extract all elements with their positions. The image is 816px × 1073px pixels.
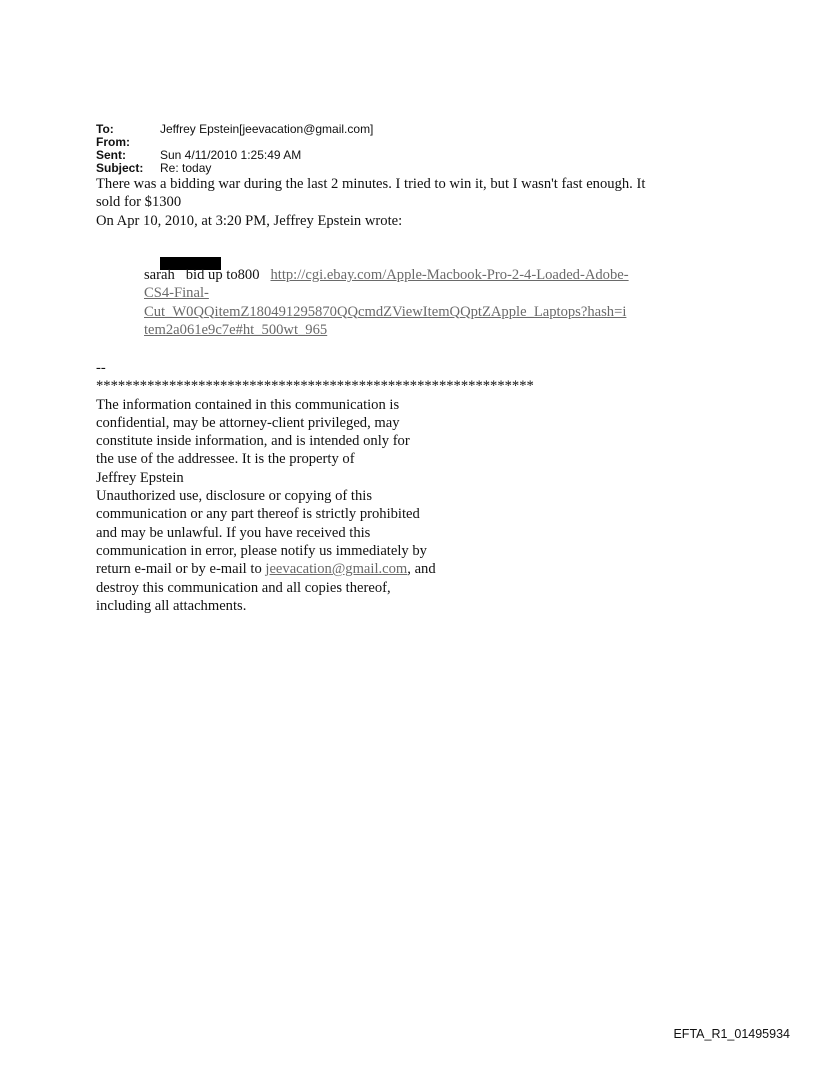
to-label: To: bbox=[96, 122, 114, 136]
sent-label: Sent: bbox=[96, 148, 126, 162]
disclaimer-line bbox=[96, 560, 696, 578]
disclaimer-line: confidential, may be attorney-client privileged, may bbox=[96, 414, 400, 431]
signature-stars: ************************************************************ bbox=[96, 378, 534, 395]
email-header bbox=[96, 123, 373, 175]
disclaimer-line: Unauthorized use, disclosure or copying of this bbox=[96, 488, 373, 505]
quote-intro: On Apr 10, 2010, at 3:20 PM, Jeffrey Epstein wrote: bbox=[96, 212, 403, 229]
from-label: From: bbox=[96, 135, 130, 149]
document-id: EFTA_R1_01495934 bbox=[673, 1027, 790, 1041]
ebay-link-cont[interactable]: tem2a061e9c7e#ht_500wt_965 bbox=[144, 321, 328, 338]
body-line: There was a bidding war during the last 2 minutes. I tried to win it, but I wasn't fast enough. It bbox=[96, 176, 646, 192]
quoted-text: sarah bid up to800 bbox=[144, 267, 260, 283]
disclaimer-line: Jeffrey Epstein bbox=[96, 469, 184, 486]
disclaimer-line: including all attachments. bbox=[96, 597, 247, 614]
disclaimer-line: The information contained in this communication is bbox=[96, 396, 400, 413]
to-value: Jeffrey Epstein[jeevacation@gmail.com] bbox=[160, 122, 374, 136]
sent-value: Sun 4/11/2010 1:25:49 AM bbox=[160, 148, 302, 162]
body-line: sold for $1300 bbox=[96, 194, 182, 211]
disclaimer-line: and may be unlawful. If you have received this bbox=[96, 524, 371, 541]
subject-row bbox=[96, 162, 373, 175]
disclaimer-line: the use of the addressee. It is the property of bbox=[96, 451, 355, 468]
to-row bbox=[96, 123, 373, 136]
email-body bbox=[96, 175, 716, 230]
signature-dash: -- bbox=[96, 360, 106, 376]
ebay-link[interactable]: http://cgi.ebay.com/Apple-Macbook-Pro-2-4-Loaded-Adobe- bbox=[270, 267, 629, 283]
subject-value: Re: today bbox=[160, 161, 212, 175]
disclaimer-line: constitute inside information, and is intended only for bbox=[96, 433, 410, 450]
disclaimer-line: communication in error, please notify us immediately by bbox=[96, 542, 427, 559]
return-suffix: , and bbox=[407, 561, 436, 578]
ebay-link-cont[interactable]: Cut_W0QQitemZ180491295870QQcmdZViewItemQQptZApple_Laptops?hash=i bbox=[144, 303, 627, 320]
disclaimer-line: communication or any part thereof is strictly prohibited bbox=[96, 506, 420, 523]
subject-label: Subject: bbox=[96, 161, 144, 175]
disclaimer-line: destroy this communication and all copies thereof, bbox=[96, 579, 391, 596]
signature-block bbox=[96, 359, 696, 615]
ebay-link-cont[interactable]: CS4-Final- bbox=[144, 285, 209, 302]
email-link[interactable]: jeevacation@gmail.com bbox=[265, 561, 408, 578]
quoted-message bbox=[144, 266, 684, 339]
return-prefix: return e-mail or by e-mail to bbox=[96, 561, 266, 578]
